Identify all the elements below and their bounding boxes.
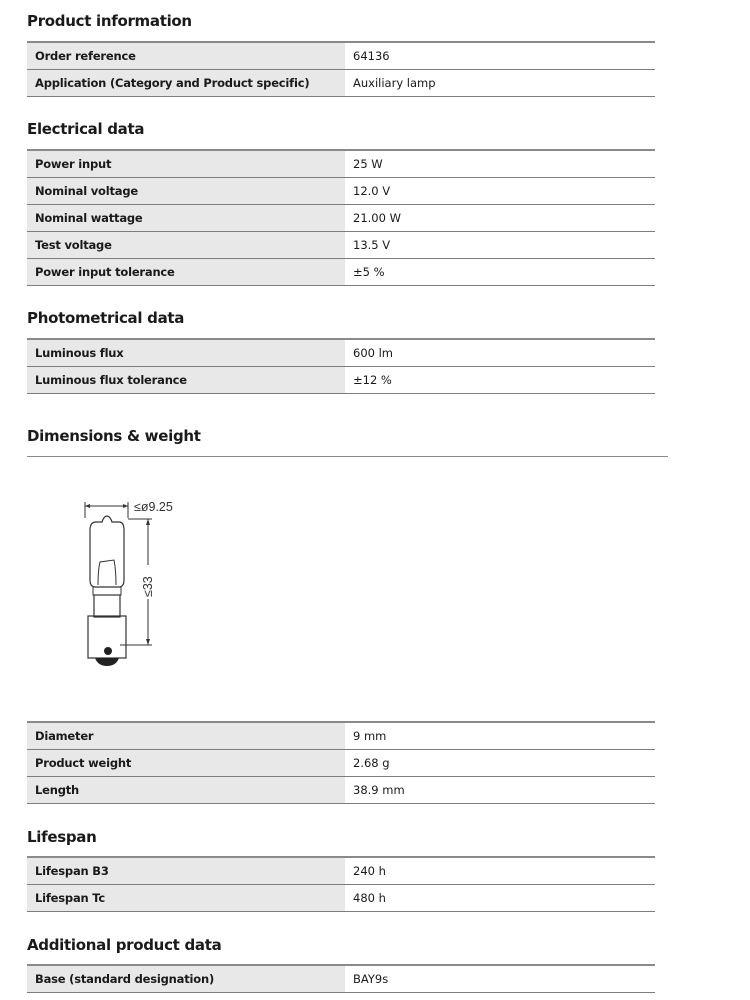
electrical-data-table: [27, 149, 655, 286]
table-row: [27, 205, 655, 232]
table-row: [27, 43, 655, 70]
row-label: Order reference: [27, 43, 345, 69]
row-value: ±12 %: [353, 373, 392, 387]
row-label: Product weight: [27, 750, 345, 776]
section-divider: [27, 456, 668, 457]
row-value: 240 h: [353, 864, 386, 878]
table-row: [27, 151, 655, 178]
lamp-drawing-icon: [60, 490, 200, 690]
row-label: Base (standard designation): [27, 966, 345, 992]
table-row: [27, 777, 655, 804]
row-value: Auxiliary lamp: [353, 76, 436, 90]
dimensions-weight-table: [27, 721, 655, 804]
table-row: [27, 723, 655, 750]
table-row: [27, 259, 655, 286]
row-value: 13.5 V: [353, 238, 391, 252]
row-label: Power input tolerance: [27, 259, 345, 285]
table-row: [27, 367, 655, 394]
row-value: ±5 %: [353, 265, 385, 279]
table-row: [27, 178, 655, 205]
row-label: Nominal voltage: [27, 178, 345, 204]
row-label: Nominal wattage: [27, 205, 345, 231]
row-value: 38.9 mm: [353, 783, 405, 797]
row-label: Lifespan B3: [27, 858, 345, 884]
row-label: Luminous flux tolerance: [27, 367, 345, 393]
row-value: 12.0 V: [353, 184, 391, 198]
section-title-dimensions-weight: Dimensions & weight: [27, 427, 201, 445]
section-title-product-information: Product information: [27, 12, 192, 30]
additional-product-data-table: [27, 964, 655, 993]
table-row: [27, 966, 655, 993]
row-label: Power input: [27, 151, 345, 177]
row-value: 9 mm: [353, 729, 387, 743]
section-title-electrical-data: Electrical data: [27, 120, 145, 138]
row-value: BAY9s: [353, 972, 389, 986]
table-row: [27, 885, 655, 912]
row-label: Luminous flux: [27, 340, 345, 366]
photometrical-data-table: [27, 338, 655, 394]
row-label: Application (Category and Product specific): [27, 70, 345, 96]
table-row: [27, 858, 655, 885]
table-row: [27, 750, 655, 777]
section-title-lifespan: Lifespan: [27, 828, 97, 846]
section-title-additional-product-data: Additional product data: [27, 936, 222, 954]
table-row: [27, 70, 655, 97]
length-label: ≤33: [141, 576, 155, 597]
row-value: 600 lm: [353, 346, 394, 360]
row-value: 64136: [353, 49, 390, 63]
row-value: 21.00 W: [353, 211, 401, 225]
row-label: Length: [27, 777, 345, 803]
product-information-table: [27, 41, 655, 97]
row-value: 2.68 g: [353, 756, 390, 770]
row-label: Diameter: [27, 723, 345, 749]
lamp-dimension-diagram: [60, 490, 200, 690]
lifespan-table: [27, 856, 655, 912]
diameter-label: ≤ø9.25: [134, 500, 173, 514]
row-value: 480 h: [353, 891, 386, 905]
row-value: 25 W: [353, 157, 383, 171]
row-label: Test voltage: [27, 232, 345, 258]
table-row: [27, 232, 655, 259]
section-title-photometrical-data: Photometrical data: [27, 309, 185, 327]
row-label: Lifespan Tc: [27, 885, 345, 911]
table-row: [27, 340, 655, 367]
